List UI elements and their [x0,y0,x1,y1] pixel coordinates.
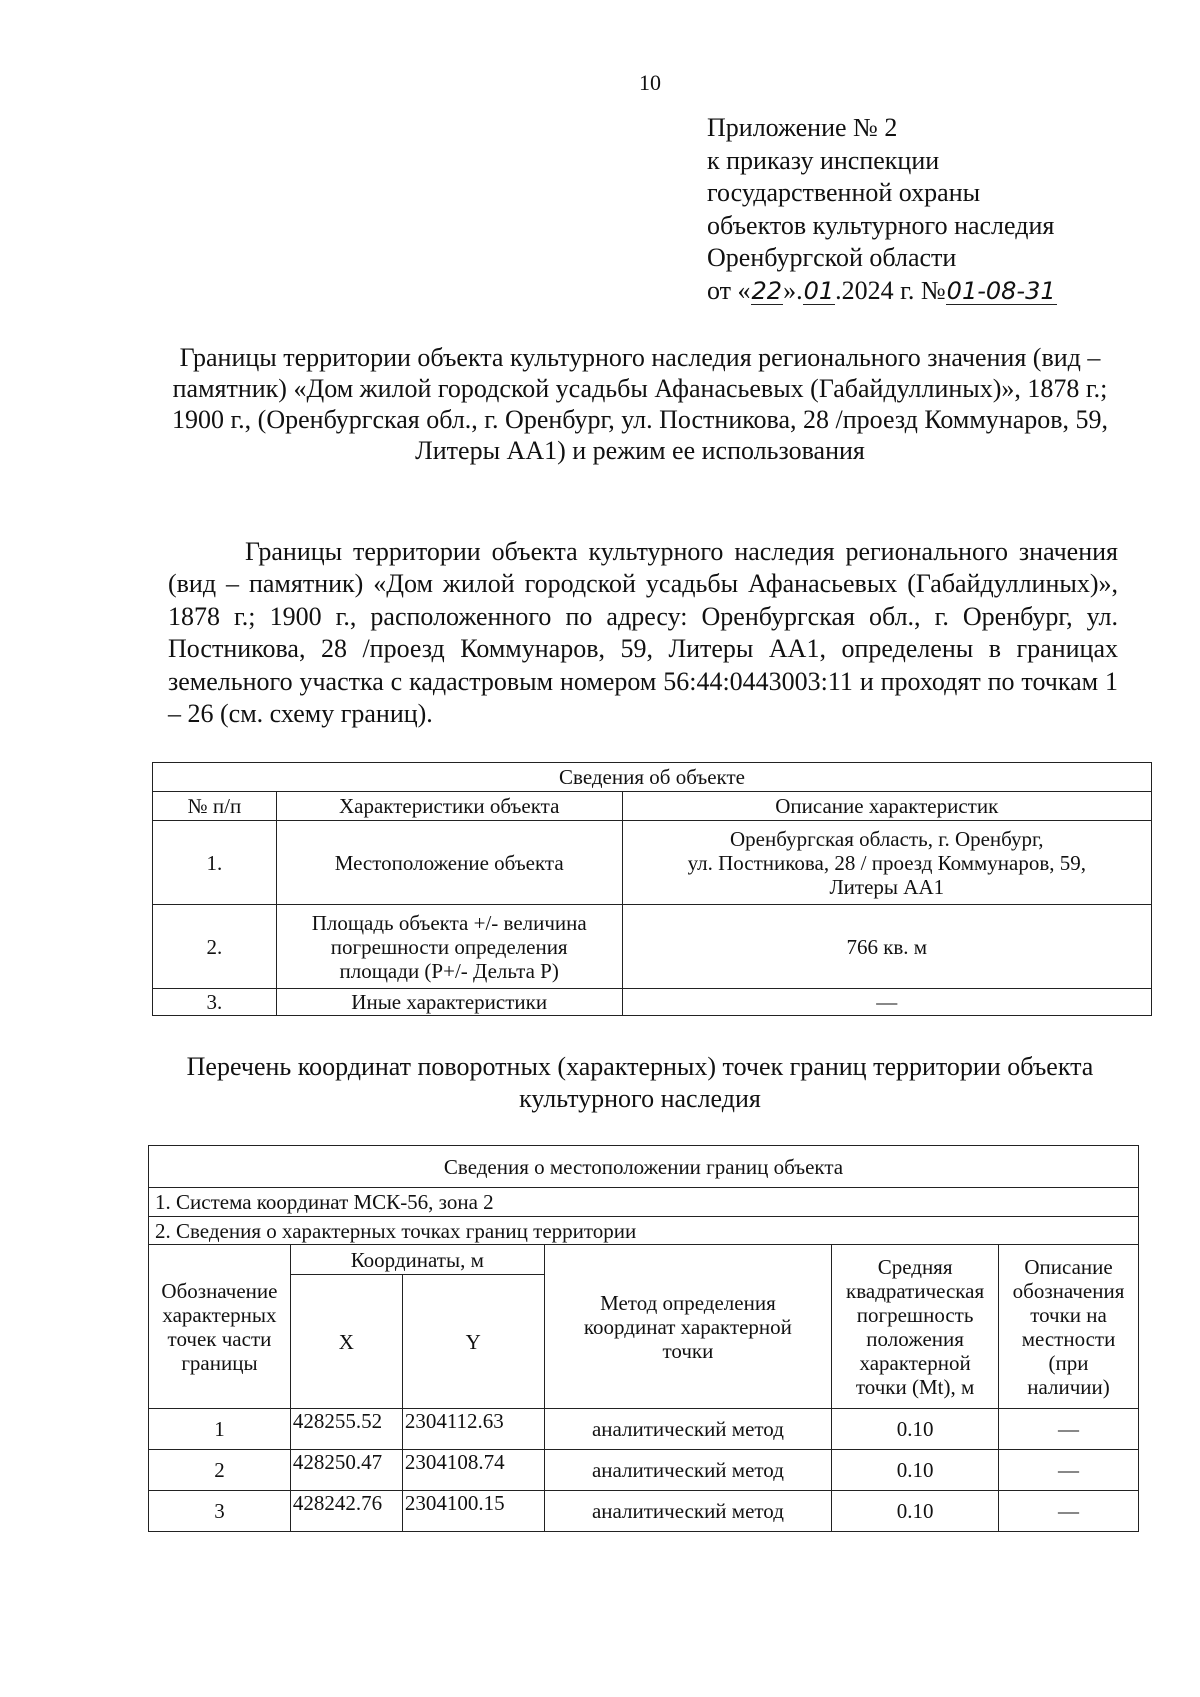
error-value: 0.10 [832,1491,999,1532]
table-row [149,1491,1139,1532]
header-line: наличии) [1027,1374,1110,1399]
approval-line: Оренбургской области [707,243,957,272]
header-line: положения [866,1326,964,1351]
description-line: Оренбургская область, г. Оренбург, [730,826,1044,851]
approval-line: Приложение № 2 [707,113,898,142]
header-line: Описание [1024,1254,1113,1279]
column-header: № п/п [153,792,277,821]
header-line: погрешность [856,1302,974,1327]
table-row [153,989,1152,1016]
header-line: квадратическая [846,1278,985,1303]
page-number: 10 [639,70,661,95]
characteristic-description [622,821,1151,905]
characteristic-name: Иные характеристики [276,989,622,1016]
table-caption: Сведения об объекте [153,763,1152,792]
header-line: Метод определения [600,1290,776,1315]
section-title: Перечень координат поворотных (характерных) точек границ территории объекта культурного наследия [186,1052,1094,1113]
error-value: 0.10 [832,1450,999,1491]
coord-y: 2304108.74 [402,1450,544,1491]
point-number: 1 [149,1409,291,1450]
handwritten-day: 22 [751,276,783,305]
header-line: границы [181,1350,258,1375]
coordinates-table [148,1145,1139,1532]
row-number: 3. [153,989,277,1016]
description-line: ул. Постникова, 28 / проезд Коммунаров, 59, [687,850,1086,875]
header-line: характерных [162,1302,277,1327]
coord-x: 428242.76 [290,1491,402,1532]
method: аналитический метод [544,1450,831,1491]
name-line: площади (Р+/- Дельта Р) [339,958,559,983]
row-number: 2. [153,905,277,989]
table-row [153,905,1152,989]
date-mid: ». [783,275,803,305]
point-description: — [999,1450,1139,1491]
header-line: обозначения [1012,1278,1125,1303]
header-line: Средняя [877,1254,953,1279]
point-number: 3 [149,1491,291,1532]
header-method [544,1245,831,1409]
document-title: Границы территории объекта культурного наследия регионального значения (вид – памятник) «Дом жилой городской усадьбы Афанасьевых (Габайдуллиных)», 1878 г.; 1900 г., (Оренбургская обл., г. Оренбург, ул. Постникова, 28 /проезд Коммунаров, 59, Литеры АА1) и режим ее использования [171,343,1109,465]
header-line: характерной [859,1350,971,1375]
header-designation [149,1245,291,1409]
column-header: Описание характеристик [622,792,1151,821]
header-y: Y [402,1275,544,1409]
header-line: точек части [167,1326,272,1351]
table-row [149,1450,1139,1491]
header-coordinates: Координаты, м [290,1245,544,1275]
header-line: координат характерной [583,1314,792,1339]
row-number: 1. [153,821,277,905]
coord-y: 2304112.63 [402,1409,544,1450]
body-paragraph: Границы территории объекта культурного наследия регионального значения (вид – памятник) «Дом жилой городской усадьбы Афанасьевых (Габайдуллиных)», 1878 г.; 1900 г., расположенного по адресу: Оренбургская обл., г. Оренбург, ул. Постникова, 28 /проезд Коммунаров, 59, Литеры АА1, определены в границах земельного участка с кадастровым номером 56:44:0443003:11 и проходят по точкам 1 – 26 (см. схему границ). [168,537,1118,729]
name-line: Площадь объекта +/- величина [311,910,587,935]
approval-line: государственной охраны [707,178,981,207]
approval-date-line [707,275,1057,308]
handwritten-month: 01 [803,276,835,305]
table-row [149,1409,1139,1450]
coord-x: 428250.47 [290,1450,402,1491]
approval-line: объектов культурного наследия [707,210,1055,240]
characteristic-name: Местоположение объекта [276,821,622,905]
table-row [153,821,1152,905]
header-line: точки на [1030,1302,1107,1327]
coord-x: 428255.52 [290,1409,402,1450]
handwritten-order-number: 01-08-31 [946,276,1056,305]
header-error [832,1245,999,1409]
characteristic-description: 766 кв. м [622,905,1151,989]
point-description: — [999,1491,1139,1532]
header-x: X [290,1275,402,1409]
header-line: (при [1048,1350,1089,1375]
object-info-table [152,762,1152,1016]
method: аналитический метод [544,1409,831,1450]
method: аналитический метод [544,1491,831,1532]
point-number: 2 [149,1450,291,1491]
points-info: 2. Сведения о характерных точках границ территории [149,1217,1139,1245]
header-line: точки [662,1338,714,1363]
approval-block [707,112,1057,307]
header-line: Обозначение [161,1278,278,1303]
date-prefix: от « [707,275,751,305]
characteristic-description: — [622,989,1151,1016]
description-line: Литеры АА1 [829,874,945,899]
point-description: — [999,1409,1139,1450]
name-line: погрешности определения [330,934,568,959]
header-description [999,1245,1139,1409]
date-suffix: .2024 г. № [835,275,946,305]
characteristic-name [276,905,622,989]
header-line: точки (Mt), м [855,1374,975,1399]
error-value: 0.10 [832,1409,999,1450]
coord-y: 2304100.15 [402,1491,544,1532]
header-line: местности [1021,1326,1116,1351]
approval-line: к приказу инспекции [707,145,940,175]
coordinate-system: 1. Система координат МСК-56, зона 2 [149,1188,1139,1217]
table-caption: Сведения о местоположении границ объекта [149,1146,1139,1188]
column-header: Характеристики объекта [276,792,622,821]
